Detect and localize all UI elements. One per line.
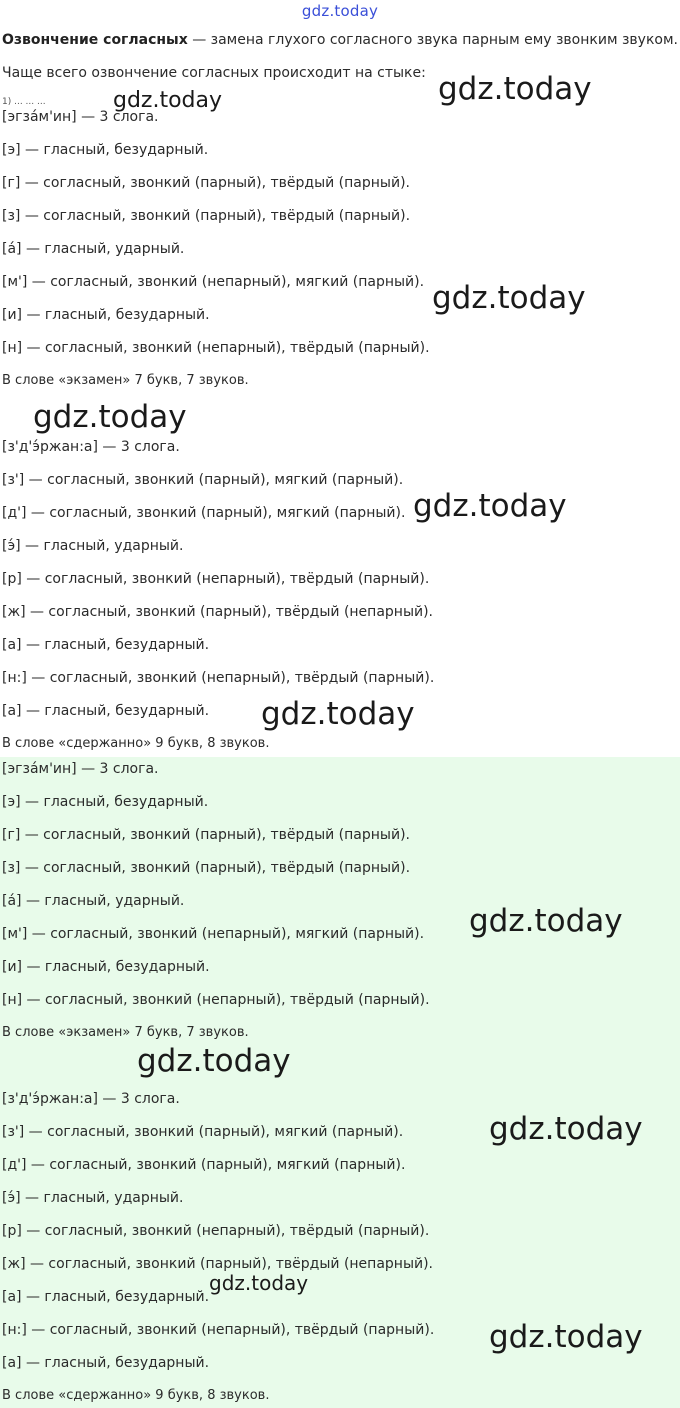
sound-line: [м'] — согласный, звонкий (непарный), мягкий (парный). — [2, 274, 425, 290]
answer-block-highlighted — [0, 757, 680, 1408]
sound-line: [з'] — согласный, звонкий (парный), мягкий (парный). — [2, 1124, 404, 1140]
sound-line: [а] — гласный, безударный. — [2, 1355, 210, 1371]
sound-line: [н:] — согласный, звонкий (непарный), твёрдый (парный). — [2, 670, 435, 686]
definition-line — [2, 31, 678, 49]
word-summary: В слове «экзамен» 7 букв, 7 звуков. — [2, 373, 249, 388]
watermark: gdz.today — [33, 399, 187, 435]
sound-line: [ж] — согласный, звонкий (парный), твёрдый (непарный). — [2, 604, 434, 620]
watermark: gdz.today — [438, 71, 592, 107]
sound-line: [э] — гласный, безударный. — [2, 794, 209, 810]
sound-line: [з'] — согласный, звонкий (парный), мягкий (парный). — [2, 472, 404, 488]
watermark: gdz.today — [432, 280, 586, 316]
word-summary: В слове «сдержанно» 9 букв, 8 звуков. — [2, 1388, 270, 1403]
sound-line: [н] — согласный, звонкий (непарный), твёрдый (парный). — [2, 340, 430, 356]
sound-line: [ж] — согласный, звонкий (парный), твёрдый (непарный). — [2, 1256, 434, 1272]
watermark: gdz.today — [113, 88, 223, 113]
sound-line: [р] — согласный, звонкий (непарный), твёрдый (парный). — [2, 571, 430, 587]
sound-line: [и] — гласный, безударный. — [2, 307, 210, 323]
watermark: gdz.today — [489, 1319, 643, 1355]
transcription: [з'д'э́ржан:а] — 3 слога. — [2, 439, 180, 455]
transcription: [эгза́м'ин] — 3 слога. — [2, 109, 159, 125]
sound-line: [г] — согласный, звонкий (парный), твёрдый (парный). — [2, 827, 410, 843]
transcription: [эгза́м'ин] — 3 слога. — [2, 761, 159, 777]
watermark: gdz.today — [137, 1043, 291, 1079]
sound-line: [и] — гласный, безударный. — [2, 959, 210, 975]
sound-line: [з] — согласный, звонкий (парный), твёрдый (парный). — [2, 208, 411, 224]
sound-line: [а́] — гласный, ударный. — [2, 893, 185, 909]
watermark: gdz.today — [261, 696, 415, 732]
sound-line: [д'] — согласный, звонкий (парный), мягкий (парный). — [2, 1157, 406, 1173]
word-summary: В слове «экзамен» 7 букв, 7 звуков. — [2, 1025, 249, 1040]
sound-line: [э] — гласный, безударный. — [2, 142, 209, 158]
sound-line: [э́] — гласный, ударный. — [2, 1190, 184, 1206]
word-summary: В слове «сдержанно» 9 букв, 8 звуков. — [2, 736, 270, 751]
sound-line: [н:] — согласный, звонкий (непарный), твёрдый (парный). — [2, 1322, 435, 1338]
watermark: gdz.today — [469, 903, 623, 939]
sound-line: [р] — согласный, звонкий (непарный), твёрдый (парный). — [2, 1223, 430, 1239]
definition-term: Озвончение согласных — [2, 32, 188, 48]
definition-text: — замена глухого согласного звука парным ему звонким звуком. — [187, 32, 678, 48]
sound-line: [д'] — согласный, звонкий (парный), мягкий (парный). — [2, 505, 406, 521]
sound-line: [м'] — согласный, звонкий (непарный), мягкий (парный). — [2, 926, 425, 942]
sound-line: [г] — согласный, звонкий (парный), твёрдый (парный). — [2, 175, 410, 191]
watermark: gdz.today — [413, 488, 567, 524]
intro-note: Чаще всего озвончение согласных происходит на стыке: — [2, 65, 426, 81]
sound-line: [з] — согласный, звонкий (парный), твёрдый (парный). — [2, 860, 411, 876]
sound-line: [н] — согласный, звонкий (непарный), твёрдый (парный). — [2, 992, 430, 1008]
site-header-link[interactable]: gdz.today — [301, 2, 379, 20]
cut-off-line: 1) ... ... ... — [2, 97, 46, 107]
watermark: gdz.today — [209, 1271, 309, 1295]
sound-line: [а́] — гласный, ударный. — [2, 241, 185, 257]
watermark: gdz.today — [489, 1111, 643, 1147]
sound-line: [а] — гласный, безударный. — [2, 637, 210, 653]
sound-line: [а] — гласный, безударный. — [2, 1289, 210, 1305]
sound-line: [э́] — гласный, ударный. — [2, 538, 184, 554]
transcription: [з'д'э́ржан:а] — 3 слога. — [2, 1091, 180, 1107]
sound-line: [а] — гласный, безударный. — [2, 703, 210, 719]
